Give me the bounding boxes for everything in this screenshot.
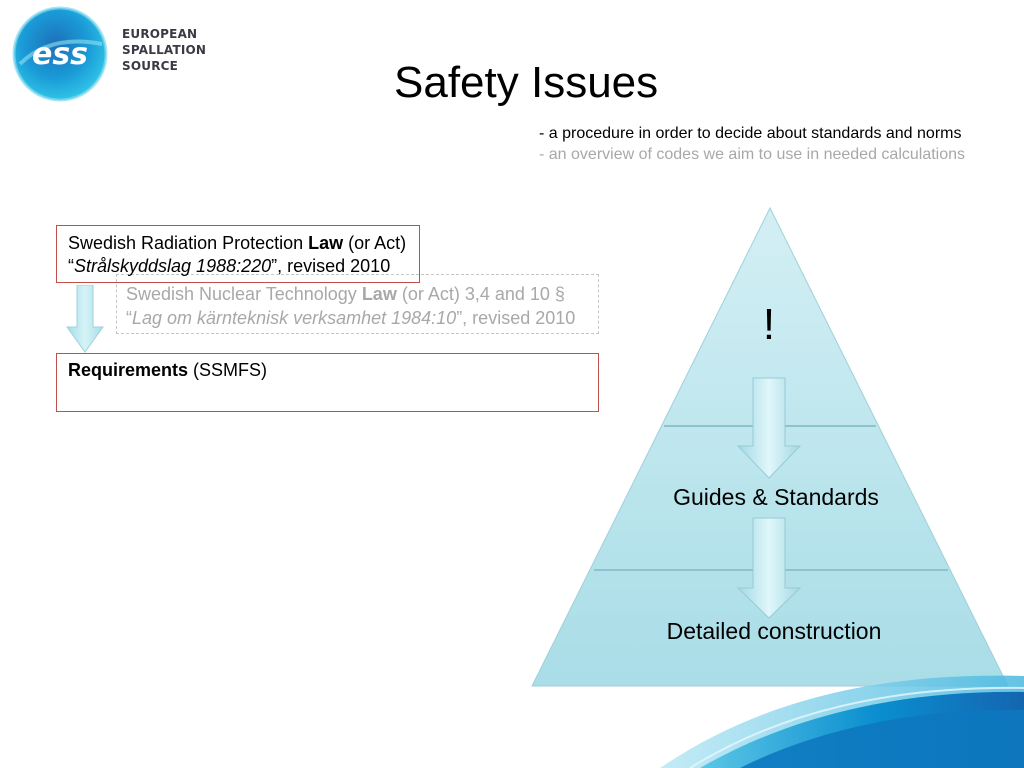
subtitle-procedure: - a procedure in order to decide about standards and norms — [539, 125, 962, 142]
pyramid-bottom-label: Detailed construction — [666, 618, 882, 644]
slide-title: Safety Issues — [394, 58, 659, 107]
nuclear-law-suffix: (or Act) 3,4 and 10 § — [396, 284, 565, 304]
radiation-law-revision: ”, revised 2010 — [271, 256, 391, 276]
subtitle-codes: - an overview of codes we aim to use in needed calculations — [539, 146, 966, 163]
svg-text:ess: ess — [31, 37, 89, 72]
radiation-law-name: Strålskyddslag 1988:220 — [74, 256, 272, 276]
nuclear-law-revision: ”, revised 2010 — [456, 308, 576, 328]
pyramid-top-label: ! — [762, 300, 776, 349]
nuclear-law-name: Lag om kärnteknisk verksamhet 1984:10 — [132, 308, 457, 328]
nuclear-law-keyword: Law — [361, 284, 397, 304]
radiation-law-suffix: (or Act) — [343, 233, 407, 253]
pyramid-middle-label: Guides & Standards — [673, 484, 879, 510]
nuclear-law-quote-open: “ — [126, 308, 132, 328]
requirements-keyword: Requirements — [68, 360, 189, 380]
radiation-law-quote-open: “ — [68, 256, 74, 276]
radiation-law-prefix: Swedish Radiation Protection — [68, 233, 309, 253]
logo-line: SPALLATION — [122, 43, 207, 57]
radiation-law-keyword: Law — [308, 233, 344, 253]
nuclear-law-prefix: Swedish Nuclear Technology — [126, 284, 362, 304]
logo-line: SOURCE — [122, 59, 179, 73]
logo-line: EUROPEAN — [122, 27, 198, 41]
requirements-code: (SSMFS) — [188, 360, 268, 380]
